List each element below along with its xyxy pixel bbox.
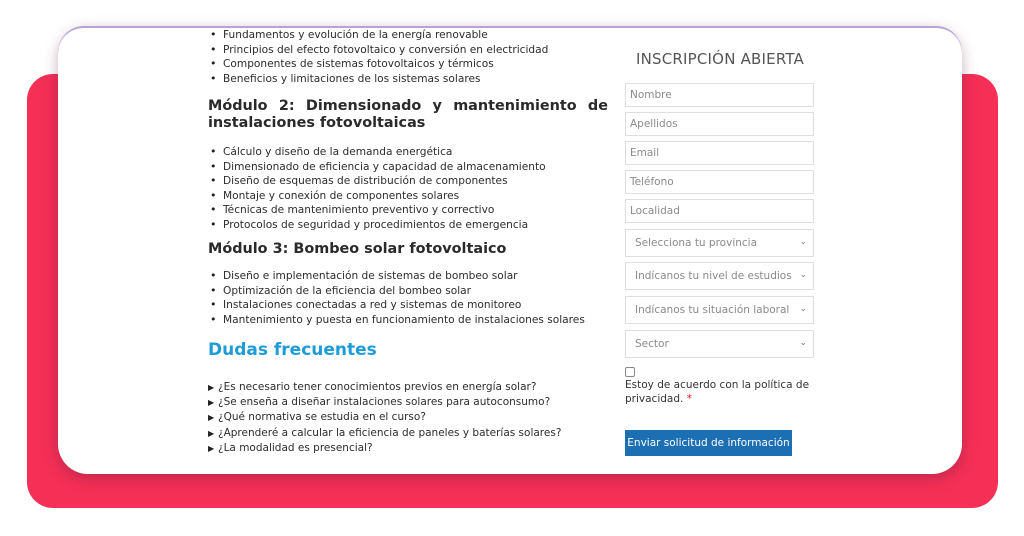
content-card [58, 26, 962, 474]
submit-button[interactable]: Enviar solicitud de información [625, 430, 792, 456]
sector-select[interactable] [625, 330, 814, 358]
faq-item[interactable] [208, 441, 561, 456]
localidad-field[interactable] [625, 199, 814, 223]
nombre-field[interactable] [625, 83, 814, 107]
list-item: • Diseño e implementación de sistemas de bombeo solar [208, 269, 585, 284]
provincia-value: Selecciona tu provincia [635, 237, 758, 249]
apellidos-placeholder: Apellidos [630, 118, 678, 130]
localidad-placeholder: Localidad [630, 205, 680, 217]
disclosure-triangle-icon: ▶ [208, 383, 215, 392]
provincia-select[interactable] [625, 229, 814, 257]
chevron-down-icon: ⌄ [799, 304, 807, 314]
module2-list [208, 145, 546, 233]
faq-item[interactable] [208, 380, 561, 395]
module1-list [208, 28, 548, 86]
disclosure-triangle-icon: ▶ [208, 398, 215, 408]
telefono-field[interactable] [625, 170, 814, 194]
faq-item[interactable] [208, 410, 561, 425]
required-mark: * [686, 393, 692, 405]
list-item: • Diseño de esquemas de distribución de componentes [208, 174, 546, 189]
situacion-select[interactable] [625, 296, 814, 324]
list-item: • Dimensionado de eficiencia y capacidad de almacenamiento [208, 160, 546, 175]
email-placeholder: Email [630, 147, 660, 159]
faq-title: Dudas frecuentes [208, 340, 377, 360]
chevron-down-icon: ⌄ [799, 237, 807, 247]
faq-item[interactable] [208, 395, 561, 410]
nombre-placeholder: Nombre [630, 89, 672, 101]
list-item: • Instalaciones conectadas a red y sistemas de monitoreo [208, 298, 585, 313]
faq-question: ¿Se enseña a diseñar instalaciones solares para autoconsumo? [218, 396, 551, 409]
list-item: • Protocolos de seguridad y procedimientos de emergencia [208, 218, 546, 233]
disclosure-triangle-icon: ▶ [208, 413, 215, 423]
email-field[interactable] [625, 141, 814, 165]
privacy-checkbox[interactable] [625, 367, 635, 377]
faq-list [208, 380, 561, 456]
privacy-text: Estoy de acuerdo con la política de privacidad. [625, 379, 810, 405]
faq-question: ¿Aprenderé a calcular la eficiencia de paneles y baterías solares? [218, 426, 562, 439]
apellidos-field[interactable] [625, 112, 814, 136]
situacion-value: Indícanos tu situación laboral [635, 304, 790, 316]
estudios-select[interactable] [625, 262, 814, 290]
list-item: • Cálculo y diseño de la demanda energética [208, 145, 546, 160]
list-item: • Técnicas de mantenimiento preventivo y correctivo [208, 203, 546, 218]
chevron-down-icon: ⌄ [799, 270, 807, 280]
list-item: • Fundamentos y evolución de la energía renovable [208, 28, 548, 43]
form-title: INSCRIPCIÓN ABIERTA [635, 50, 805, 68]
estudios-value: Indícanos tu nivel de estudios [635, 270, 792, 282]
list-item: • Beneficios y limitaciones de los sistemas solares [208, 72, 548, 87]
faq-question: ¿Qué normativa se estudia en el curso? [218, 411, 426, 424]
faq-item[interactable] [208, 426, 561, 441]
chevron-down-icon: ⌄ [799, 338, 807, 348]
faq-question: ¿Es necesario tener conocimientos previos en energía solar? [218, 381, 537, 393]
list-item: • Mantenimiento y puesta en funcionamiento de instalaciones solares [208, 313, 585, 328]
list-item: • Montaje y conexión de componentes solares [208, 189, 546, 204]
list-item: • Componentes de sistemas fotovoltaicos y térmicos [208, 57, 548, 72]
privacy-label [625, 378, 815, 406]
module3-list [208, 269, 585, 327]
disclosure-triangle-icon: ▶ [208, 428, 215, 438]
disclosure-triangle-icon: ▶ [208, 443, 215, 453]
module3-title: Módulo 3: Bombeo solar fotovoltaico [208, 241, 507, 257]
telefono-placeholder: Teléfono [630, 176, 674, 188]
list-item: • Optimización de la eficiencia del bombeo solar [208, 284, 585, 299]
module2-title: Módulo 2: Dimensionado y mantenimiento de instalaciones fotovoltaicas [208, 98, 608, 131]
faq-question: ¿La modalidad es presencial? [218, 441, 373, 454]
list-item: • Principios del efecto fotovoltaico y conversión en electricidad [208, 43, 548, 58]
sector-value: Sector [635, 338, 669, 350]
